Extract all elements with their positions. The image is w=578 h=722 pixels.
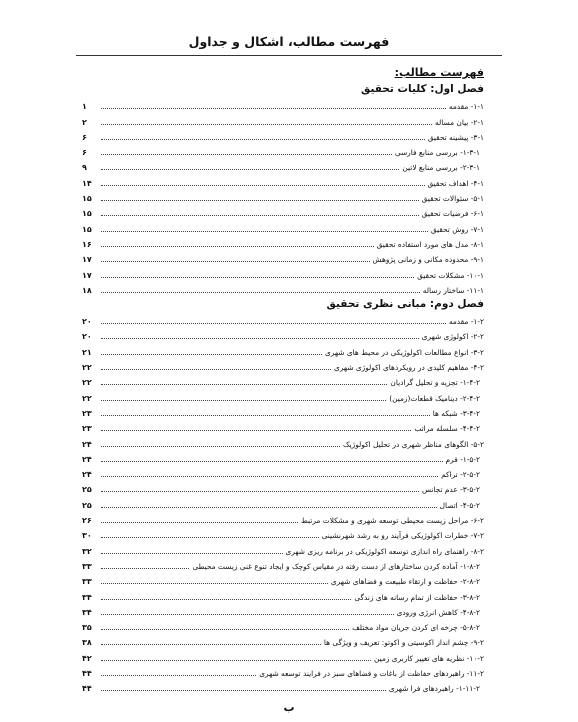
toc-entry-page: ۱۴ (82, 178, 92, 188)
toc-entry (82, 173, 484, 188)
toc-entry (82, 633, 484, 648)
dot-leader (101, 400, 386, 401)
toc-entry (82, 265, 484, 280)
toc-entry-page: ۲۰ (82, 332, 92, 342)
toc-entry-label: ۱-۵-۲- فرم (445, 454, 480, 464)
toc-entry-label: ۵-۱- سئوالات تحقیق (421, 194, 484, 204)
dot-leader (101, 108, 446, 109)
dot-leader (101, 553, 283, 554)
toc-entry-page: ۱۷ (82, 270, 92, 280)
dot-leader (101, 261, 370, 262)
dot-leader (101, 154, 392, 155)
toc-entry-label: ۴-۱- اهداف تحقیق (427, 178, 484, 188)
toc-entry-label: ۹-۲- چشم انداز اکوسیتی و اکوتو: تعریف و ویژگی ها (323, 638, 484, 648)
toc-entry-label: ۳-۵-۲- عدم تجانس (421, 485, 480, 495)
page-header-title: فهرست مطالب، اشکال و جداول (188, 34, 390, 49)
dot-leader (101, 476, 438, 477)
toc-entry-page: ۴۴ (82, 684, 92, 694)
toc-entry-label: ۱-۴-۲- تجزیه و تحلیل گرادیان (390, 378, 480, 388)
dot-leader (101, 185, 425, 186)
dot-leader (101, 246, 374, 247)
toc-entry-page: ۲۰ (82, 317, 92, 327)
dot-leader (101, 292, 420, 293)
toc-entry-label: ۴-۲- مفاهیم کلیدی در رویکردهای اکولوژی شهری (334, 363, 484, 373)
toc-entry-label: ۷-۱- روش تحقیق (430, 224, 484, 234)
toc-entry-page: ۲۲ (82, 378, 92, 388)
dot-leader (101, 599, 351, 600)
toc-entry-label: ۴-۴-۲- سلسله مراتب (414, 424, 480, 434)
toc-entry-label: ۸-۲- راهنمای راه اندازی توسعه اکولوژیکی در برنامه ریزی شهری (285, 546, 484, 556)
toc-entry (82, 281, 484, 296)
toc-entry (82, 112, 484, 127)
toc-entry-page: ۳۳ (82, 577, 92, 587)
dot-leader (101, 384, 387, 385)
toc-entry (82, 419, 484, 434)
toc-entry-page: ۲۳ (82, 424, 92, 434)
toc-entry (82, 618, 484, 633)
toc-entry-label: ۲-۵-۲- تراکم (441, 470, 480, 480)
dot-leader (101, 614, 394, 615)
toc-entry-page: ۲۵ (82, 500, 92, 510)
toc-entry-page: ۱ (82, 102, 87, 112)
toc-entry-page: ۴۴ (82, 668, 92, 678)
dot-leader (101, 169, 399, 170)
toc-entry-label: ۷-۲- خطرات اکولوژیکی فرآیند رو به رشد شهرنشینی (321, 531, 484, 541)
toc-entry (82, 250, 484, 265)
dot-leader (101, 430, 411, 431)
toc-entry (82, 373, 484, 388)
toc-entry-label: ۱۰-۱- مشکلات تحقیق (417, 270, 484, 280)
toc-entry (82, 648, 484, 663)
toc-entry-page: ۶ (82, 132, 87, 142)
toc-entry-page: ۱۵ (82, 194, 92, 204)
toc-entry-page: ۳۴ (82, 592, 92, 602)
toc-entry-page: ۲۴ (82, 454, 92, 464)
page-number: ب (283, 701, 295, 714)
toc-entry-page: ۲۴ (82, 439, 92, 449)
toc-entry (82, 572, 484, 587)
table-of-contents (82, 64, 484, 694)
toc-entry-page: ۳۸ (82, 638, 92, 648)
toc-entry-label: ۳-۱- پیشینه تحقیق (427, 132, 484, 142)
toc-entry (82, 526, 484, 541)
toc-entry (82, 404, 484, 419)
toc-entry-label: ۲-۲- اکولوژی شهری (421, 332, 484, 342)
toc-entry-label: ۱-۱۱-۲- راهبردهای فرا شهری (388, 684, 480, 694)
toc-entry (82, 358, 484, 373)
toc-entry (82, 664, 484, 679)
toc-entry (82, 235, 484, 250)
chapter-heading: فصل دوم: مبانی نظری تحقیق (326, 297, 484, 310)
dot-leader (101, 354, 322, 355)
toc-entry-label: ۴-۸-۲- کاهش انرژی ورودی (396, 607, 480, 617)
toc-entry-label: ۹-۱- محدوده مکانی و زمانی پژوهش (372, 255, 484, 265)
toc-entry (82, 342, 484, 357)
toc-entry-page: ۲۴ (82, 470, 92, 480)
dot-leader (101, 139, 425, 140)
toc-entry (82, 495, 484, 510)
toc-entry-label: ۱-۲- مقدمه (448, 317, 484, 327)
toc-entry (82, 465, 484, 480)
toc-entry (82, 219, 484, 234)
toc-title: فهرست مطالب: (394, 66, 484, 79)
toc-entry (82, 450, 484, 465)
dot-leader (101, 629, 349, 630)
toc-entry-label: ۴-۵-۲- اتصال (439, 500, 480, 510)
dot-leader (101, 215, 419, 216)
toc-entry (82, 189, 484, 204)
toc-entry-label: ۵-۸-۲- چرخه ای کردن جریان مواد مختلف (352, 623, 480, 633)
toc-entry-page: ۳۳ (82, 561, 92, 571)
dot-leader (101, 507, 437, 508)
toc-entry-label: ۲-۱- بیان مساله (435, 117, 484, 127)
toc-entry-page: ۱۵ (82, 209, 92, 219)
toc-entry-label: ۱-۱- مقدمه (448, 102, 484, 112)
toc-entry (82, 158, 484, 173)
toc-entry-page: ۲۱ (82, 347, 92, 357)
toc-entry (82, 511, 484, 526)
toc-entry-page: ۲۲ (82, 363, 92, 373)
toc-entry (82, 143, 484, 158)
toc-entry-label: ۱-۸-۲- آماده کردن ساختارهای از دست رفته در مقیاس کوچک و ایجاد تنوع غنی زیست محیطی (192, 561, 480, 571)
dot-leader (101, 675, 256, 676)
toc-entry (82, 388, 484, 403)
toc-entry (82, 97, 484, 112)
toc-entry-label: ۱۱-۱- ساختار رساله (422, 285, 484, 295)
toc-entry-page: ۲۲ (82, 393, 92, 403)
toc-entry-label: ۳-۲- انواع مطالعات اکولوژیکی در محیط های شهری (325, 347, 484, 357)
toc-entry (82, 587, 484, 602)
toc-entry (82, 603, 484, 618)
toc-entry (82, 327, 484, 342)
dot-leader (101, 583, 328, 584)
dot-leader (101, 568, 189, 569)
dot-leader (101, 124, 432, 125)
toc-entry (82, 557, 484, 572)
toc-entry (82, 480, 484, 495)
dot-leader (101, 660, 371, 661)
dot-leader (101, 644, 321, 645)
toc-entry-page: ۴۲ (82, 653, 92, 663)
dot-leader (101, 200, 419, 201)
toc-entry-page: ۲۵ (82, 485, 92, 495)
toc-entry-page: ۳۰ (82, 531, 92, 541)
dot-leader (101, 446, 340, 447)
header-divider (76, 55, 502, 56)
dot-leader (101, 415, 430, 416)
dot-leader (101, 690, 386, 691)
toc-entry-label: ۵-۲- الگوهای مناظر شهری در تحلیل اکولوژیک (342, 439, 484, 449)
toc-entry-page: ۶ (82, 148, 87, 158)
toc-entry-label: ۶-۲- مراحل زیست محیطی توسعه شهری و مشکلات مرتبط (301, 516, 484, 526)
dot-leader (101, 491, 419, 492)
dot-leader (101, 277, 414, 278)
toc-entry (82, 204, 484, 219)
toc-entry-label: ۸-۱- مدل های مورد استفاده تحقیق (376, 239, 484, 249)
dot-leader (101, 323, 446, 324)
toc-entry-label: ۳-۴-۲- شبکه ها (432, 408, 480, 418)
toc-entry-page: ۱۷ (82, 255, 92, 265)
toc-entry (82, 679, 484, 694)
toc-entry-label: ۱-۳-۱- بررسی منابع فارسی (394, 148, 480, 158)
dot-leader (101, 231, 428, 232)
toc-entry-label: ۶-۱- فرضیات تحقیق (421, 209, 484, 219)
toc-entry-page: ۳۲ (82, 546, 92, 556)
chapter-heading: فصل اول: کلیات تحقیق (361, 83, 484, 95)
dot-leader (101, 522, 298, 523)
toc-entry-page: ۲۶ (82, 516, 92, 526)
dot-leader (101, 338, 419, 339)
toc-entry-label: ۱۱-۲- راهبردهای حفاظت از باغات و فضاهای سبز در فرایند توسعه شهری (259, 668, 484, 678)
toc-entry-label: ۳-۸-۲- حفاظت از تمام رسانه های زندگی (354, 592, 480, 602)
toc-entry-page: ۱۶ (82, 239, 92, 249)
toc-entry (82, 128, 484, 143)
toc-entry (82, 541, 484, 556)
toc-entry-page: ۹ (82, 163, 87, 173)
toc-entry-page: ۳۵ (82, 623, 92, 633)
dot-leader (101, 369, 331, 370)
dot-leader (101, 461, 443, 462)
dot-leader (101, 537, 319, 538)
toc-entry-label: ۲-۸-۲- حفاظت و ارتقاء طبیعت و فضاهای شهری (330, 577, 480, 587)
toc-entry-label: ۲-۴-۲- دینامیک قطعات(زمین) (389, 393, 480, 403)
toc-entry-page: ۲۳ (82, 408, 92, 418)
toc-entry-page: ۲ (82, 117, 87, 127)
toc-entry-label: ۱۰-۲- نظریه های تغییر کاربری زمین (374, 653, 484, 663)
toc-entry-page: ۳۴ (82, 607, 92, 617)
toc-entry (82, 434, 484, 449)
toc-entry-label: ۲-۳-۱- بررسی منابع لاتین (402, 163, 480, 173)
toc-entry (82, 312, 484, 327)
toc-entry-page: ۱۸ (82, 285, 92, 295)
toc-entry-page: ۱۵ (82, 224, 92, 234)
